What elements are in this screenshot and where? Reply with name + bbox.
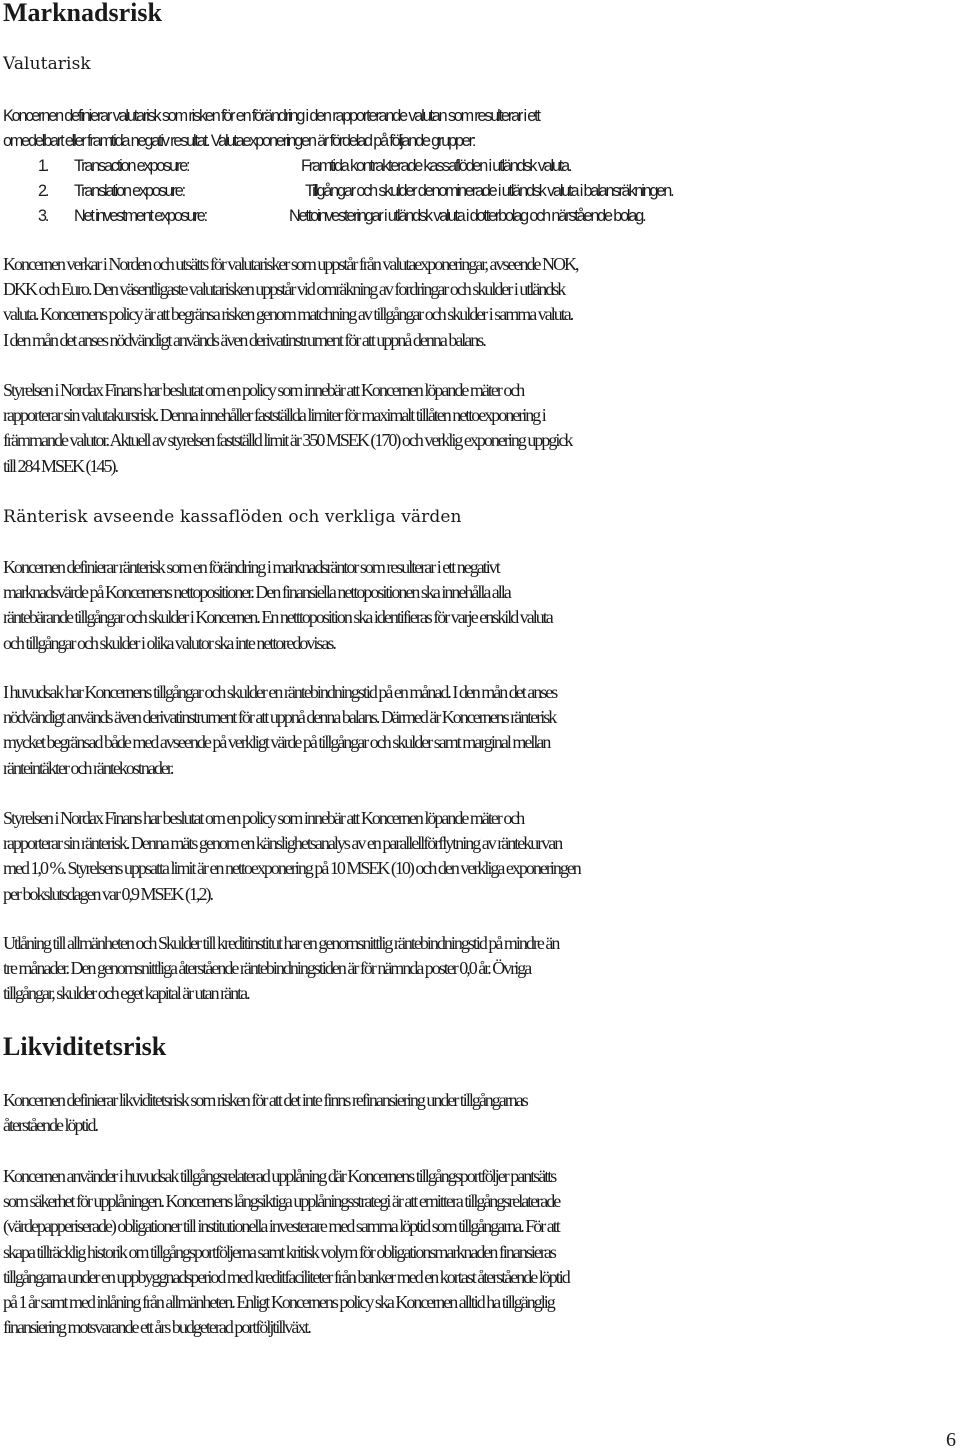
- section-title-market-risk: Marknadsrisk: [3, 0, 162, 27]
- text-line: som säkerhet för upplåningen. Koncernens långsiktiga upplåningsstrategi är att emittera tillgångsrelaterade: [3, 1191, 560, 1212]
- text-line: skapa tillräcklig historik om tillgångsportföljerna samt kritisk volym för obligationsmarknaden finansieras: [3, 1241, 555, 1262]
- liquidity-risk-paragraph-2: [3, 1164, 958, 1340]
- list-item-label: Net investment exposure:: [74, 207, 206, 226]
- section-title-liquidity-risk: Likviditetsrisk: [3, 1032, 167, 1061]
- text-line: tillgångarna under en uppbyggnadsperiod med kreditfaciliteter från banker med en kortast återstående löptid: [3, 1266, 569, 1287]
- list-item-description: Tillgångar och skulder denominerade i utländsk valuta i balansräkningen.: [305, 182, 673, 201]
- subsection-heading-interest-rate-risk: Ränterisk avseende kassaflöden och verkliga värden: [3, 507, 462, 527]
- liquidity-risk-paragraph-1: [3, 1088, 958, 1138]
- text-line: valuta. Koncernens policy är att begränsa risken genom matchning av tillgångar och skulder i samma valuta.: [3, 304, 573, 325]
- text-line: I den mån det anses nödvändigt används även derivatinstrument för att uppnå denna balans.: [3, 329, 485, 350]
- text-line: Styrelsen i Nordax Finans har beslutat om en policy som innebär att Koncernen löpande mäter och: [3, 808, 524, 828]
- text-line: nödvändigt används även derivatinstrument för att uppnå denna balans. Därmed är Koncernens ränterisk: [3, 707, 556, 728]
- list-item: [3, 179, 958, 204]
- text-line: Koncernen definierar valutarisk som risken för en förändring i den rapporterande valutan som resulterar i ett: [3, 107, 539, 125]
- text-line: DKK och Euro. Den väsentligaste valutarisken uppstår vid omräkning av fordringar och skulder i utländsk: [3, 279, 565, 300]
- text-line: finansiering motsvarande ett års budgeterad portföljtillväxt.: [3, 1317, 310, 1338]
- text-line: mycket begränsad både med avseende på verkligt värde på tillgångar och skulder samt marginal mellan: [3, 732, 550, 753]
- list-item-description: Nettoinvesteringar i utländsk valuta i dotterbolag och närstående bolag.: [289, 207, 645, 226]
- text-line: på 1 år samt med inlåning från allmänheten. Enligt Koncernens policy ska Koncernen alltid ha tillgänglig: [3, 1291, 554, 1312]
- text-line: Koncernen använder i huvudsak tillgångsrelaterad upplåning där Koncernens tillgångsportföljer pantsätts: [3, 1166, 556, 1186]
- text-line: Koncernen definierar ränterisk som en förändring i marknadsräntor som resulterar i ett negativt: [3, 557, 499, 577]
- list-item-description: Framtida kontrakterade kassaflöden i utländsk valuta.: [301, 157, 571, 175]
- text-line: med 1,0 %. Styrelsens uppsatta limit är en nettoexponering på 10 MSEK (10) och den verkliga exponeringen: [3, 858, 580, 879]
- text-line: per bokslutsdagen var 0,9 MSEK (1,2).: [3, 883, 212, 904]
- text-line: Koncernen definierar likviditetsrisk som risken för att det inte finns refinansiering under tillgångarnas: [3, 1090, 527, 1110]
- list-item-number: 3.: [38, 207, 48, 226]
- text-line: omedelbart eller framtida negativ resultat. Valutaexponeringen är fördelad på följande grupper:: [3, 132, 475, 151]
- text-line: rapporterar sin valutakursrisk. Denna innehåller fastställda limiter för maximalt tillåten nettoexponering i: [3, 405, 545, 426]
- currency-risk-paragraph-2: [3, 252, 958, 353]
- text-line: tillgångar, skulder och eget kapital är utan ränta.: [3, 983, 249, 1004]
- list-item: [3, 204, 958, 229]
- text-line: Styrelsen i Nordax Finans har beslutat om en policy som innebär att Koncernen löpande mäter och: [3, 380, 524, 400]
- exposure-group-list: [3, 154, 958, 230]
- interest-rate-risk-paragraph-4: [3, 931, 958, 1007]
- text-line: återstående löptid.: [3, 1115, 97, 1136]
- text-line: marknadsvärde på Koncernens nettopositioner. Den finansiella nettopositionen ska innehålla alla: [3, 582, 510, 603]
- page-number: 6: [946, 1429, 956, 1451]
- text-line: Utlåning till allmänheten och Skulder till kreditinstitut har en genomsnittlig räntebindningstid på mindre än: [3, 933, 559, 953]
- currency-risk-intro: [3, 104, 958, 154]
- list-item-number: 2.: [38, 182, 48, 201]
- text-line: rapporterar sin ränterisk. Denna mäts genom en känslighetsanalys av en parallellförflytning av räntekurvan: [3, 833, 562, 854]
- list-item-label: Translation exposure:: [74, 182, 184, 201]
- text-line: och tillgångar och skulder i olika valutor ska inte nettoredovisas.: [3, 632, 335, 653]
- currency-risk-paragraph-3: [3, 378, 958, 479]
- text-line: tre månader. Den genomsnittliga återstående räntebindningstiden är för nämnda poster 0,0 år. Övriga: [3, 958, 531, 979]
- interest-rate-risk-paragraph-1: [3, 555, 958, 656]
- text-line: till 284 MSEK (145).: [3, 455, 118, 476]
- text-line: Koncernen verkar i Norden och utsätts för valutarisker som uppstår från valutaexponeringar, avseende NOK,: [3, 254, 578, 274]
- subsection-heading-currency-risk: Valutarisk: [3, 54, 91, 74]
- text-line: räntebärande tillgångar och skulder i Koncernen. En netttoposition ska identifieras för varje enskild valuta: [3, 607, 552, 628]
- list-item-label: Transaction exposure:: [74, 157, 189, 175]
- text-line: främmande valutor. Aktuell av styrelsen fastställd limit är 350 MSEK (170) och verklig exponering uppgick: [3, 430, 572, 451]
- text-line: (värdepapperiserade) obligationer till institutionella investerare med samma löptid som tillgångarna. För att: [3, 1216, 559, 1237]
- text-line: ränteintäkter och räntekostnader.: [3, 757, 173, 778]
- list-item: [3, 154, 958, 179]
- text-line: I huvudsak har Koncernens tillgångar och skulder en räntebindningstid på en månad. I den mån det anses: [3, 682, 557, 702]
- interest-rate-risk-paragraph-3: [3, 806, 958, 907]
- list-item-number: 1.: [38, 157, 48, 175]
- interest-rate-risk-paragraph-2: [3, 680, 958, 781]
